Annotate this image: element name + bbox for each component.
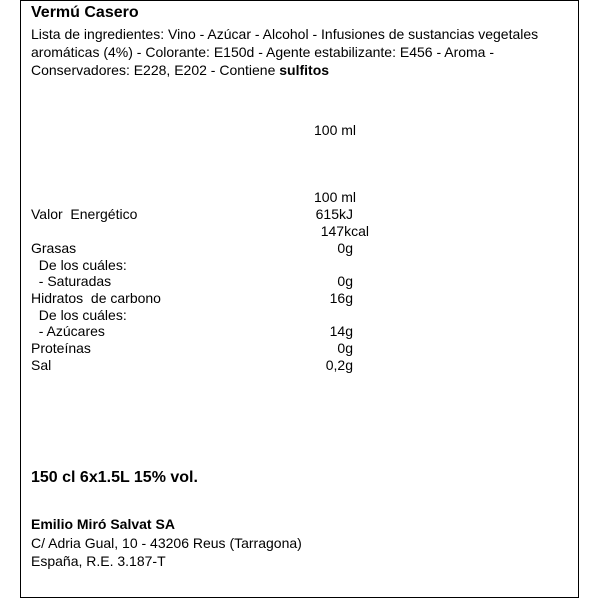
nutrition-value: 147kcal [320, 223, 369, 239]
nutrition-row [31, 206, 353, 223]
nutrition-label: Hidratos de carbono [31, 290, 161, 306]
nutrition-label: De los cuáles: [31, 307, 127, 323]
nutrition-value: 14g [329, 323, 353, 339]
address-line: C/ Adria Gual, 10 - 43206 Reus (Tarragona) [31, 535, 302, 551]
nutrition-row [31, 357, 353, 374]
nutrition-row [31, 223, 369, 240]
nutrition-row [31, 257, 353, 274]
allergen-text: sulfitos [279, 62, 330, 78]
nutrition-row [31, 307, 353, 324]
nutrition-row [31, 240, 353, 257]
address-line: España, R.E. 3.187-T [31, 553, 166, 569]
nutrition-row [31, 273, 353, 290]
nutrition-row [31, 340, 353, 357]
package-info: 150 cl 6x1.5L 15% vol. [31, 469, 198, 486]
manufacturer-name: Emilio Miró Salvat SA [31, 516, 175, 532]
nutrition-label: Sal [31, 357, 52, 373]
serving-header-top: 100 ml [314, 122, 357, 138]
nutrition-label: De los cuáles: [31, 257, 127, 273]
ingredients-text: Lista de ingredientes: Vino - Azúcar - Alcohol - Infusiones de sustancias vegetales aromáticas (4%) - Colorante: E150d - Agente estabilizante: E456 - Aroma - Conservadores: E228, E202 - Contiene [31, 26, 539, 78]
nutrition-value: 0g [337, 340, 353, 356]
nutrition-label: Proteínas [31, 340, 91, 356]
nutrition-row [31, 290, 353, 307]
product-title: Vermú Casero [31, 4, 139, 21]
ingredients-list [31, 25, 571, 79]
nutrition-label: - Saturadas [31, 273, 112, 289]
nutrition-label: Grasas [31, 240, 77, 256]
nutrition-label: - Azúcares [31, 323, 105, 339]
nutrition-value: 16g [329, 290, 353, 306]
nutrition-value: 0g [337, 273, 353, 289]
nutrition-label: Valor Energético [31, 206, 138, 222]
nutrition-value: 0g [337, 240, 353, 256]
nutrition-value: 0,2g [325, 357, 353, 373]
nutrition-value: 615kJ [315, 206, 353, 222]
serving-header: 100 ml [314, 189, 357, 205]
nutrition-row [31, 323, 353, 340]
